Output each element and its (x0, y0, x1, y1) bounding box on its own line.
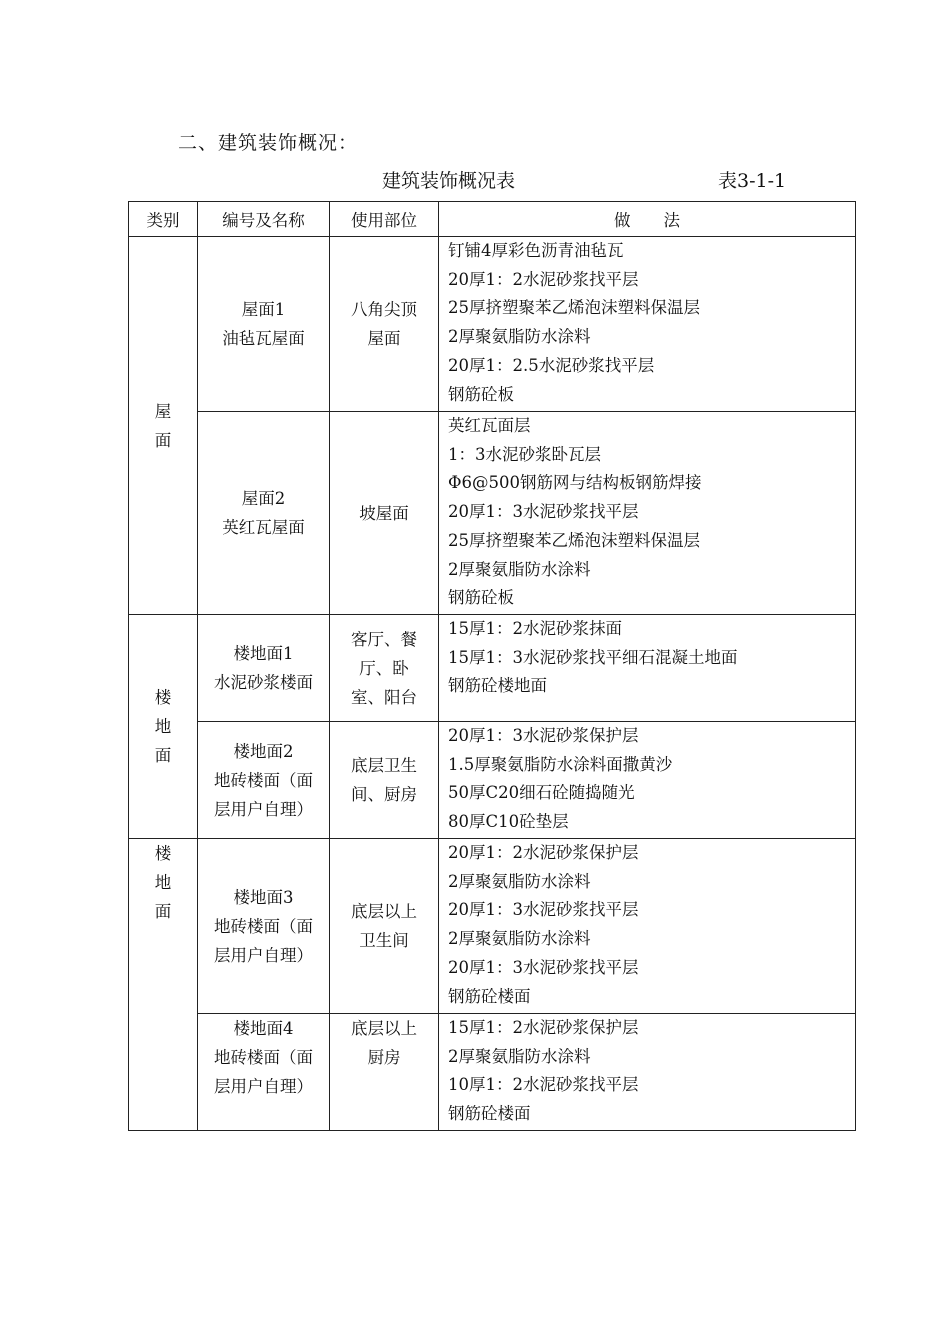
item-code: 屋面2 (241, 489, 286, 508)
method-cell (439, 839, 856, 1014)
location-text: 底层以上厨房 (351, 1019, 417, 1067)
method-line: 2厚聚氨脂防水涂料 (448, 1046, 591, 1066)
method-line: 2厚聚氨脂防水涂料 (448, 559, 591, 579)
method-line: 10厚1：2水泥砂浆找平层 (448, 1075, 639, 1095)
header-method: 做 法 (439, 202, 856, 237)
method-line: 钢筋砼楼地面 (448, 676, 547, 696)
location-text: 坡屋面 (359, 503, 409, 523)
table-caption: 建筑装饰概况表 (382, 170, 516, 192)
item-name: 油毡瓦屋面 (222, 329, 305, 348)
item-name: 水泥砂浆楼面 (214, 673, 313, 692)
method-line: 20厚1：2水泥砂浆找平层 (448, 269, 639, 289)
item-code: 楼地面2 (233, 741, 294, 761)
location-text: 八角尖顶屋面 (351, 300, 417, 348)
method-line: 15厚1：2水泥砂浆保护层 (448, 1018, 639, 1037)
method-line: 50厚C20细石砼随捣随光 (448, 783, 635, 803)
header-row (129, 202, 856, 237)
category-label: 楼 地 面 (154, 844, 172, 921)
location-cell (330, 615, 439, 722)
location-text: 客厅、餐厅、卧室、阳台 (351, 629, 417, 707)
method-line: 25厚挤塑聚苯乙烯泡沫塑料保温层 (448, 530, 700, 550)
location-cell (330, 412, 439, 615)
method-line: 钢筋砼楼面 (448, 986, 531, 1006)
method-line: 2厚聚氨脂防水涂料 (448, 327, 591, 347)
method-line: 1.5厚聚氨脂防水涂料面撒黄沙 (448, 754, 673, 774)
method-line: 钢筋砼板 (448, 588, 514, 608)
item-code: 楼地面4 (233, 1019, 294, 1038)
location-cell (330, 237, 439, 412)
code-name-cell (198, 615, 330, 722)
method-line: 1：3水泥砂浆卧瓦层 (448, 444, 601, 464)
item-name: 地砖楼面（面层用户自理） (214, 916, 313, 965)
header-location: 使用部位 (330, 202, 439, 237)
item-name: 地砖楼面（面层用户自理） (214, 1048, 313, 1096)
code-name-cell (198, 722, 330, 839)
method-cell (439, 412, 856, 615)
method-line: 20厚1：3水泥砂浆找平层 (448, 957, 639, 977)
table-row (129, 722, 856, 839)
category-cell (129, 615, 198, 839)
method-cell (439, 722, 856, 839)
header-code-name: 编号及名称 (198, 202, 330, 237)
method-line: 英红瓦面层 (448, 416, 531, 435)
item-code: 楼地面1 (233, 644, 294, 663)
code-name-cell (198, 839, 330, 1014)
method-line: 钉铺4厚彩色沥青油毡瓦 (448, 241, 624, 260)
method-cell (439, 237, 856, 412)
method-cell (439, 615, 856, 722)
item-name: 地砖楼面（面层用户自理） (214, 770, 313, 819)
table-row (129, 839, 856, 1014)
table-row (129, 237, 856, 412)
item-name: 英红瓦屋面 (222, 518, 305, 537)
method-line: 2厚聚氨脂防水涂料 (448, 871, 591, 891)
method-line: 钢筋砼板 (448, 384, 514, 404)
location-cell (330, 722, 439, 839)
code-name-cell (198, 1014, 330, 1131)
category-cell (129, 237, 198, 615)
method-line: 20厚1：3水泥砂浆找平层 (448, 900, 639, 920)
table-number: 表3-1-1 (718, 170, 787, 192)
method-line: 15厚1：3水泥砂浆找平细石混凝土地面 (448, 647, 738, 667)
item-code: 楼地面3 (233, 887, 294, 907)
method-line: 20厚1：3水泥砂浆找平层 (448, 502, 639, 522)
method-line: 15厚1：2水泥砂浆抹面 (448, 619, 622, 638)
table-row (129, 615, 856, 722)
location-cell (330, 839, 439, 1014)
location-cell (330, 1014, 439, 1131)
method-line: 25厚挤塑聚苯乙烯泡沫塑料保温层 (448, 298, 700, 318)
location-text: 底层卫生间、厨房 (351, 756, 417, 804)
method-line: 钢筋砼楼面 (448, 1104, 531, 1124)
code-name-cell (198, 237, 330, 412)
method-line: 20厚1：2.5水泥砂浆找平层 (448, 355, 655, 375)
method-line: 80厚C10砼垫层 (448, 812, 569, 832)
decoration-table (128, 201, 856, 1131)
item-code: 屋面1 (241, 300, 286, 319)
category-cell (129, 839, 198, 1131)
section-heading: 二、建筑装饰概况： (178, 132, 359, 154)
category-label: 屋 面 (154, 401, 172, 450)
code-name-cell (198, 412, 330, 615)
method-line: 20厚1：2水泥砂浆保护层 (448, 843, 639, 862)
method-cell (439, 1014, 856, 1131)
table-row (129, 1014, 856, 1131)
category-label: 楼 地 面 (154, 688, 172, 765)
header-category: 类别 (129, 202, 198, 237)
table-row (129, 412, 856, 615)
location-text: 底层以上卫生间 (351, 902, 417, 950)
method-line: 2厚聚氨脂防水涂料 (448, 929, 591, 949)
method-line: 20厚1：3水泥砂浆保护层 (448, 726, 639, 745)
method-line: Φ6@500钢筋网与结构板钢筋焊接 (448, 473, 702, 493)
